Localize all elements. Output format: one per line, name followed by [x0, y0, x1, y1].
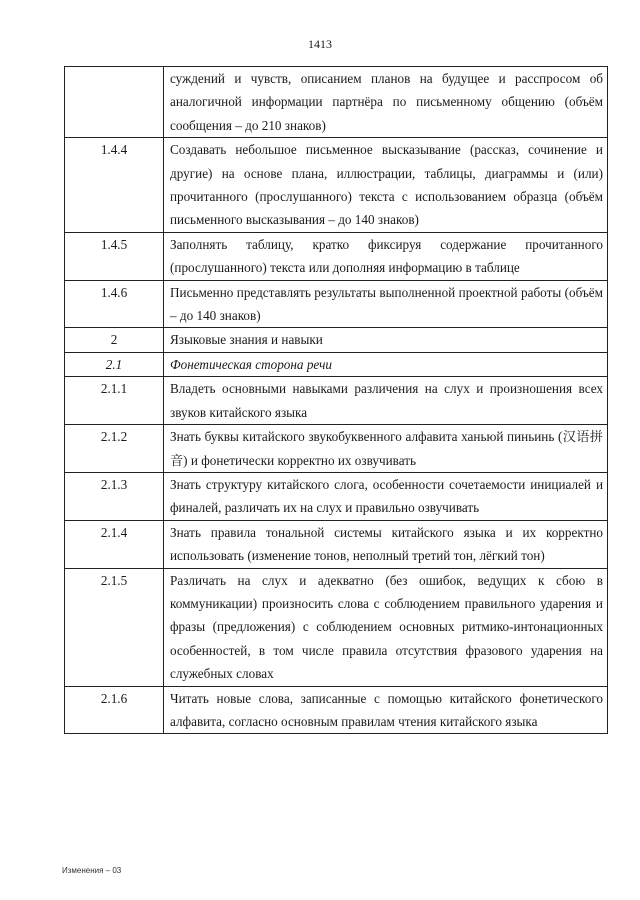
table-row: [65, 520, 608, 568]
row-text: Фонетическая сторона речи: [164, 352, 608, 376]
table-row: [65, 67, 608, 138]
row-code: 2.1: [65, 352, 164, 376]
row-text: Различать на слух и адекватно (без ошибок, ведущих к сбою в коммуникации) произносить слова с соблюдением правильного ударения и фразы (предложения) с соблюдением основных ритмико-интонационных особенностей, в том числе правила отсутствия фразового ударения на служебных словах: [164, 568, 608, 686]
row-text: Письменно представлять результаты выполненной проектной работы (объём – до 140 знаков): [164, 280, 608, 328]
row-code: 2: [65, 328, 164, 352]
row-code: 2.1.3: [65, 472, 164, 520]
row-text: Владеть основными навыками различения на слух и произношения всех звуков китайского языка: [164, 377, 608, 425]
table-row: [65, 472, 608, 520]
table-row: [65, 568, 608, 686]
row-code: [65, 67, 164, 138]
table-row: [65, 232, 608, 280]
row-text: Читать новые слова, записанные с помощью китайского фонетического алфавита, согласно основным правилам чтения китайского языка: [164, 686, 608, 734]
row-code: 2.1.1: [65, 377, 164, 425]
row-code: 1.4.5: [65, 232, 164, 280]
row-code: 1.4.4: [65, 138, 164, 233]
table-row: [65, 425, 608, 473]
subsection-row: [65, 352, 608, 376]
section-row: [65, 328, 608, 352]
table-row: [65, 138, 608, 233]
row-text: суждений и чувств, описанием планов на будущее и расспросом об аналогичной информации партнёра по письменному общению (объём сообщения – до 210 знаков): [164, 67, 608, 138]
row-text: Заполнять таблицу, кратко фиксируя содержание прочитанного (прослушанного) текста или дополняя информацию в таблице: [164, 232, 608, 280]
row-text: Знать правила тональной системы китайского языка и их корректно использовать (изменение тонов, неполный третий тон, лёгкий тон): [164, 520, 608, 568]
footer-revision-note: Изменения – 03: [62, 866, 122, 875]
table-row: [65, 686, 608, 734]
table-row: [65, 280, 608, 328]
row-text: Языковые знания и навыки: [164, 328, 608, 352]
table-row: [65, 377, 608, 425]
row-code: 2.1.4: [65, 520, 164, 568]
row-code: 1.4.6: [65, 280, 164, 328]
row-text: Знать буквы китайского звукобуквенного алфавита ханьюй пиньинь (汉语拼音) и фонетически корректно их озвучивать: [164, 425, 608, 473]
row-code: 2.1.5: [65, 568, 164, 686]
row-code: 2.1.2: [65, 425, 164, 473]
row-code: 2.1.6: [65, 686, 164, 734]
requirements-table: [64, 66, 608, 734]
page-number: 1413: [308, 37, 332, 51]
row-text: Создавать небольшое письменное высказывание (рассказ, сочинение и другие) на основе плана, иллюстрации, таблицы, диаграммы и (или) прочитанного (прослушанного) текста с использованием образца (объём письменного высказывания – до 140 знаков): [164, 138, 608, 233]
row-text: Знать структуру китайского слога, особенности сочетаемости инициалей и финалей, различать их на слух и правильно озвучивать: [164, 472, 608, 520]
